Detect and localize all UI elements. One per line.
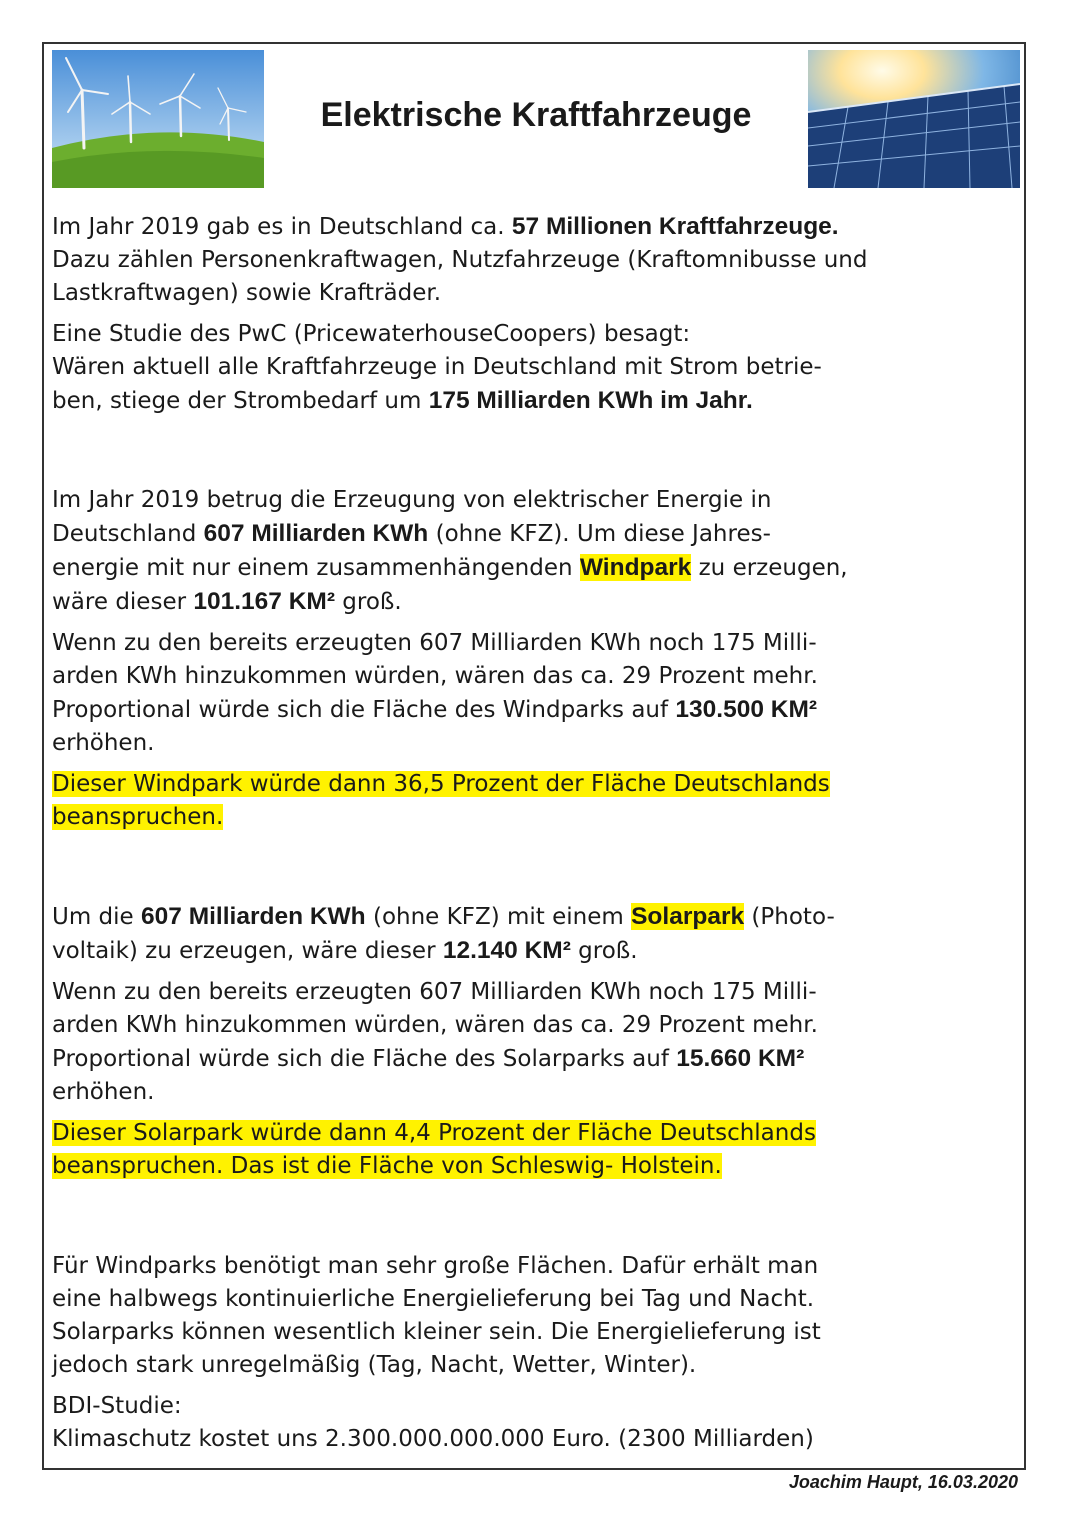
solar-panels-image <box>808 50 1020 188</box>
section-windpark <box>52 484 1022 834</box>
paragraph-comparison: Für Windparks benötigt man sehr große Flächen. Dafür erhält man eine halbwegs kontinuierliche Energielieferung bei Tag und Nacht. Solarparks können wesentlich kleiner sein. Die Energielieferung ist jedoch stark unregelmäßig (Tag, Nacht, Wetter, Winter). <box>52 1253 821 1378</box>
paragraph-pwc-study: Eine Studie des PwC (PricewaterhouseCoopers) besagt: Wären aktuell alle Kraftfahrzeuge in Deutschland mit Strom betrie- ben, stiege der Strombedarf um 175 Milliarden KWh im Jahr. <box>52 321 822 414</box>
paragraph-vehicle-count: Im Jahr 2019 gab es in Deutschland ca. 57 Millionen Kraftfahrzeuge. Dazu zählen Personenkraftwagen, Nutzfahrzeuge (Kraftomnibusse und Lastkraftwagen) sowie Krafträder. <box>52 213 868 306</box>
paragraph-windpark-increase: Wenn zu den bereits erzeugten 607 Milliarden KWh noch 175 Milli- arden KWh hinzukommen würden, wären das ca. 29 Prozent mehr. Proportional würde sich die Fläche des Windparks auf 130.500 KM² erhöhen. <box>52 630 818 756</box>
wind-turbines-image <box>52 50 264 188</box>
paragraph-solarpark-increase: Wenn zu den bereits erzeugten 607 Milliarden KWh noch 175 Milli- arden KWh hinzukommen würden, wären das ca. 29 Prozent mehr. Proportional würde sich die Fläche des Solarparks auf 15.660 KM² erhöhen. <box>52 979 818 1105</box>
solarpark-conclusion: Dieser Solarpark würde dann 4,4 Prozent der Fläche Deutschlands beanspruchen. Das ist die Fläche von Schleswig- Holstein. <box>52 1120 816 1179</box>
section-vehicles <box>52 210 1022 418</box>
page-title: Elektrische Kraftfahrzeuge <box>320 96 752 134</box>
paragraph-solar-area: Um die 607 Milliarden KWh (ohne KFZ) mit einem Solarpark (Photo- voltaik) zu erzeugen, wäre dieser 12.140 KM² groß. <box>52 903 835 964</box>
windpark-highlight: Windpark <box>579 554 692 581</box>
solarpark-highlight: Solarpark <box>631 903 745 930</box>
author-signature: Joachim Haupt, 16.03.2020 <box>788 1472 1018 1492</box>
windpark-conclusion: Dieser Windpark würde dann 36,5 Prozent der Fläche Deutschlands beanspruchen. <box>52 771 830 830</box>
paragraph-energy-production: Im Jahr 2019 betrug die Erzeugung von elektrischer Energie in Deutschland 607 Milliarden KWh (ohne KFZ). Um diese Jahres- energie mit nur einem zusammenhängenden Windpark zu erzeugen, wäre dieser 101.167 KM² groß. <box>52 487 848 615</box>
section-solarpark <box>52 900 1022 1183</box>
paragraph-bdi-study: BDI-Studie: Klimaschutz kostet uns 2.300.000.000.000 Euro. (2300 Milliarden) <box>52 1393 814 1452</box>
document-frame <box>42 42 1026 1470</box>
section-summary <box>52 1250 1022 1456</box>
